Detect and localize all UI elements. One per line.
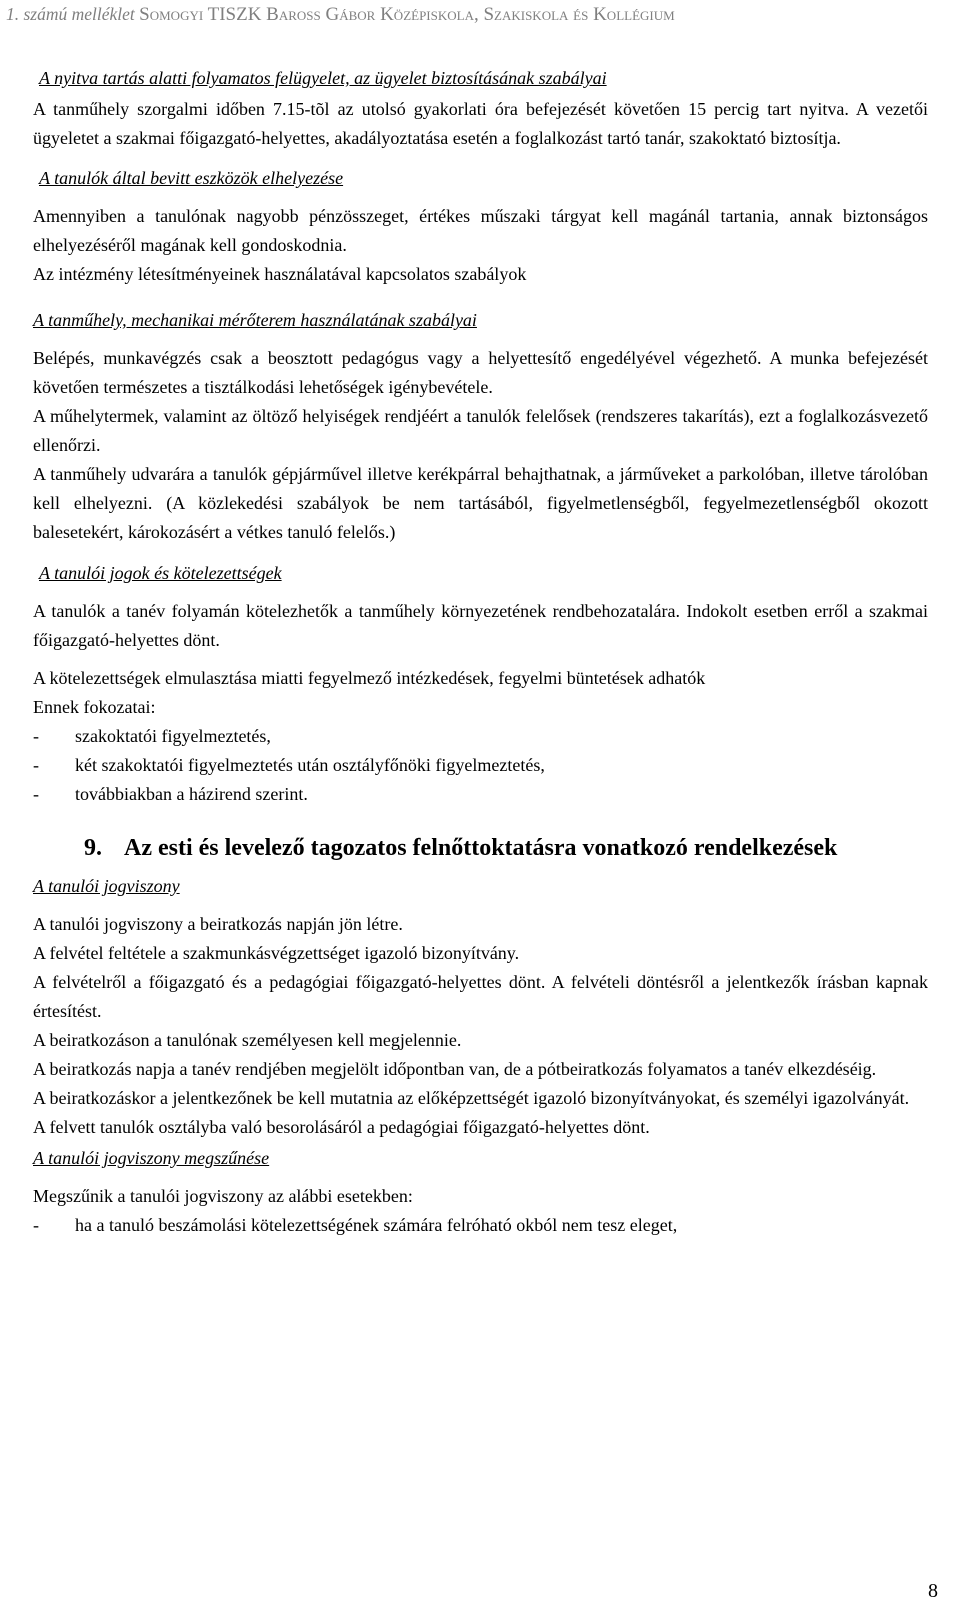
paragraph-parking: A tanműhely udvarára a tanulók gépjárművel illetve kerékpárral behajthatnak, a járműveket a parkolóban, illetve tárolóban kell elhelyezni. (A közlekedési szabályok be nem tartásából, figyelmetlenségből, fegyelmezetlenségből okozott balesetekért, károkozásért a vétkes tanuló felelős.) <box>33 464 928 542</box>
paragraph-discipline: A kötelezettségek elmulasztása miatti fegyelmező intézkedések, fegyelmi büntetések adhatók <box>33 668 706 688</box>
termination-list <box>33 1211 928 1240</box>
heading-enrollment: A tanulói jogviszony <box>33 876 180 896</box>
list-item: - szakoktatói figyelmeztetés, <box>33 726 271 746</box>
paragraph-class-assignment: A felvett tanulók osztályba való besorolásáról a pedagógiai főigazgató-helyettes dönt. <box>33 1117 650 1137</box>
list-item: - ha a tanuló beszámolási kötelezettségének számára felróható okból nem tesz eleget, <box>33 1215 678 1235</box>
paragraph-enrollment-date: A beiratkozás napja a tanév rendjében megjelölt időpontban van, de a pótbeiratkozás folyamatos a tanév elkezdéséig. <box>33 1059 877 1079</box>
paragraph-enrollment-start: A tanulói jogviszony a beiratkozás napján jön létre. <box>33 914 403 934</box>
document-body <box>33 64 928 1240</box>
paragraph-termination-cases: Megszűnik a tanulói jogviszony az alábbi esetekben: <box>33 1186 413 1206</box>
page-header <box>6 4 946 26</box>
paragraph-admission-condition: A felvétel feltétele a szakmunkásvégzettséget igazoló bizonyítvány. <box>33 943 520 963</box>
paragraph-entry-rules: Belépés, munkavégzés csak a beosztott pedagógus vagy a helyettesítő engedélyével végezhető. A munka befejezését követően természetes a tisztálkodási lehetőségek igénybevétele. <box>33 348 928 397</box>
paragraph-admission-decision: A felvételről a főigazgató és a pedagógiai főigazgató-helyettes dönt. A felvételi döntésről a jelentkezők írásban kapnak értesítést. <box>33 972 928 1021</box>
section-number: 9. <box>84 835 102 861</box>
list-item: - két szakoktatói figyelmeztetés után osztályfőnöki figyelmeztetés, <box>33 755 545 775</box>
paragraph-cleaning: A műhelytermek, valamint az öltöző helyiségek rendjéért a tanulók felelősek (rendszeres takarítás), ezt a foglalkozásvezető ellenőrzi. <box>33 406 928 455</box>
list-item: - továbbiakban a házirend szerint. <box>33 784 308 804</box>
paragraph-personal-presence: A beiratkozáson a tanulónak személyesen kell megjelennie. <box>33 1030 462 1050</box>
section-title-text: Az esti és levelező tagozatos felnőttoktatásra vonatkozó rendelkezések <box>124 835 838 861</box>
discipline-list <box>33 722 928 809</box>
heading-supervision: A nyitva tartás alatti folyamatos felügyelet, az ügyelet biztosításának szabályai <box>39 68 607 88</box>
paragraph-obligations: A tanulók a tanév folyamán kötelezhetők a tanműhely környezetének rendbehozatalára. Indokolt esetben erről a szakmai főigazgató-helyettes dönt. <box>33 601 928 650</box>
section-title <box>33 832 928 864</box>
paragraph-student-items: Amennyiben a tanulónak nagyobb pénzösszeget, értékes műszaki tárgyat kell magánál tartania, annak biztonságos elhelyezéséről magának kell gondoskodnia. <box>33 206 928 255</box>
heading-workshop-rules: A tanműhely, mechanikai mérőterem használatának szabályai <box>33 310 477 330</box>
heading-termination: A tanulói jogviszony megszűnése <box>33 1148 270 1168</box>
heading-student-rights: A tanulói jogok és kötelezettségek <box>39 563 282 583</box>
paragraph-facility-rules-title: Az intézmény létesítményeinek használatával kapcsolatos szabályok <box>33 264 527 284</box>
header-prefix: 1. számú melléklet <box>6 4 135 24</box>
page-number: 8 <box>928 1580 938 1602</box>
paragraph-documents: A beiratkozáskor a jelentkezőnek be kell mutatnia az előképzettségét igazoló bizonyítványokat, és személyi igazolványát. <box>33 1088 910 1108</box>
paragraph-opening-hours: A tanműhely szorgalmi időben 7.15-tõl az utolsó gyakorlati óra befejezését követően 15 percig tart nyitva. A vezetői ügyeletet a szakmai főigazgató-helyettes, akadályoztatása esetén a foglalkozást tartó tanár, szakoktató biztosítja. <box>33 99 928 148</box>
header-institution: Somogyi TISZK Baross Gábor Középiskola, Szakiskola és Kollégium <box>139 4 675 25</box>
paragraph-levels: Ennek fokozatai: <box>33 697 156 717</box>
heading-student-items: A tanulók által bevitt eszközök elhelyezése <box>39 168 344 188</box>
